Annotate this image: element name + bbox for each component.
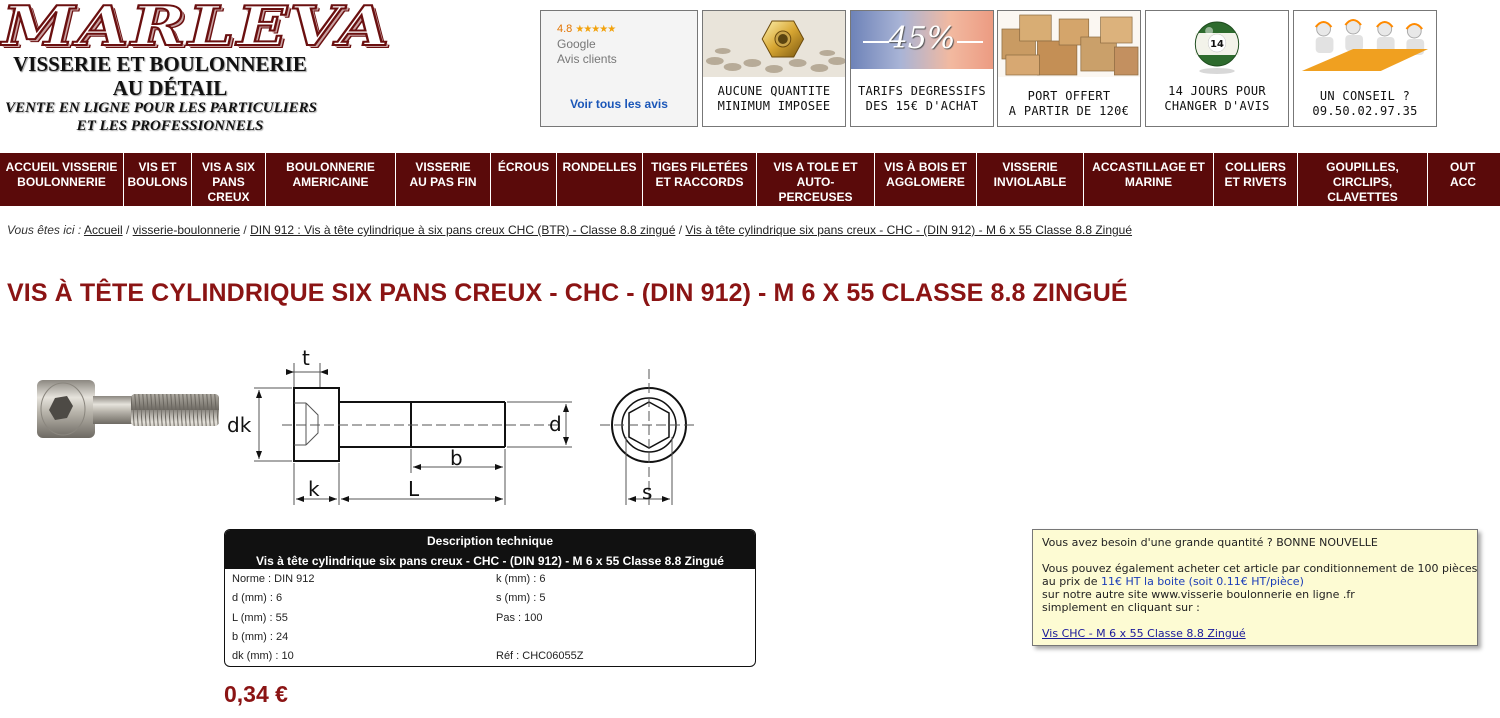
nav-item[interactable] <box>0 153 124 206</box>
promo-text: 14 JOURS POUR CHANGER D'AVIS <box>1164 84 1270 113</box>
tech-spec: dk (mm) : 10 <box>232 650 294 662</box>
dim-label-b: b <box>450 446 463 470</box>
breadcrumb-category[interactable]: visserie-boulonnerie <box>132 223 241 237</box>
bulk-product-link[interactable]: Vis CHC - M 6 x 55 Classe 8.8 Zingué <box>1042 627 1246 640</box>
nav-item[interactable] <box>977 153 1084 206</box>
nav-item-label: AMERICAINE <box>292 175 369 189</box>
nav-item[interactable] <box>396 153 491 206</box>
google-reviews-badge[interactable] <box>540 10 698 127</box>
nav-item-label: GOUPILLES, <box>1326 160 1399 174</box>
nav-item[interactable] <box>557 153 643 206</box>
promo-no-minimum[interactable] <box>702 10 846 127</box>
note-line: Vous pouvez également acheter cet article par conditionnement de 100 pièces <box>1042 562 1478 575</box>
nav-item-label: ÉCROUS <box>497 160 550 174</box>
tech-heading: Description technique <box>426 534 554 548</box>
promo-text: UN CONSEIL ? 09.50.02.97.35 <box>1312 89 1418 118</box>
note-line: simplement en cliquant sur : <box>1042 601 1200 614</box>
bulk-price: 11€ HT la boite (soit 0.11€ HT/pièce) <box>1101 575 1304 588</box>
nav-item-label: VIS ET <box>138 160 177 174</box>
dim-label-L: L <box>408 477 420 501</box>
promo-degressive-prices[interactable] <box>850 10 994 127</box>
nav-item-label: CIRCLIPS, <box>1332 175 1393 189</box>
nav-item-label: CREUX <box>207 190 250 204</box>
discount-banner <box>851 11 993 69</box>
nav-item-label: COLLIERS <box>1225 160 1286 174</box>
nav-item-label: VIS A TOLE ET <box>773 160 858 174</box>
nav-item[interactable] <box>1428 153 1500 206</box>
nav-item-label: VIS À BOIS ET <box>884 160 967 174</box>
breadcrumb-home[interactable]: Accueil <box>83 223 123 237</box>
breadcrumb: Vous êtes ici : Accueil / visserie-boulonnerie / DIN 912 : Vis à tête cylindrique à six pans creux CHC (BTR) - Classe 8.8 zingué / Vis à tête cylindrique six pans creux - CHC - (DIN 912) - M 6 x 55 Classe 8.8 Zingué <box>7 223 1133 237</box>
logo-subtagline: ET LES PROFESSIONNELS <box>76 118 264 134</box>
logo-tagline: AU DÉTAIL <box>112 76 228 100</box>
nav-item[interactable] <box>1298 153 1428 206</box>
tech-spec: Norme : DIN 912 <box>232 573 315 585</box>
review-rating: 4.8 ★★★★★ <box>557 23 616 35</box>
nav-item-label: BOULONNERIE <box>286 160 375 174</box>
logo-subtagline: VENTE EN LIGNE POUR LES PARTICULIERS <box>5 100 317 116</box>
nav-item-label: ACCUEIL VISSERIE <box>5 160 118 174</box>
tech-spec: L (mm) : 55 <box>232 612 288 624</box>
nav-item-label: RONDELLES <box>562 160 637 174</box>
nav-item-label: VISSERIE <box>1002 160 1058 174</box>
dim-label-t: t <box>302 346 310 370</box>
nav-item[interactable] <box>192 153 266 206</box>
nav-item-label: OUT <box>1450 160 1476 174</box>
tech-table-header <box>225 530 755 569</box>
nav-item-label: CLAVETTES <box>1327 190 1398 204</box>
star-rating-icon: ★★★★★ <box>575 24 616 35</box>
note-line: Vous avez besoin d'une grande quantité ? BONNE NOUVELLE <box>1042 536 1378 549</box>
logo-tagline: VISSERIE ET BOULONNERIE <box>13 52 307 76</box>
dim-label-k: k <box>308 477 320 501</box>
nav-item[interactable] <box>757 153 875 206</box>
tech-subheading: Vis à tête cylindrique six pans creux - CHC - (DIN 912) - M 6 x 55 Classe 8.8 Zingué <box>256 554 724 568</box>
nav-item-label: AGGLOMERE <box>886 175 965 189</box>
nav-item-label: TIGES FILETÉES <box>651 160 748 174</box>
google-label: Google <box>557 37 596 51</box>
nav-item-label: ET RIVETS <box>1224 175 1287 189</box>
promo-text: PORT OFFERT A PARTIR DE 120€ <box>1008 89 1130 118</box>
nav-item[interactable] <box>1214 153 1298 206</box>
nav-item-label: VISSERIE <box>415 160 471 174</box>
breadcrumb-subcategory[interactable]: DIN 912 : Vis à tête cylindrique à six pans creux CHC (BTR) - Classe 8.8 zingué <box>250 223 676 237</box>
billiard-ball-icon <box>1146 11 1288 77</box>
product-photo <box>33 370 225 450</box>
promo-free-shipping[interactable] <box>997 10 1141 127</box>
note-line: au prix de 11€ HT la boite (soit 0.11€ HT/pièce) <box>1042 575 1304 588</box>
tech-spec: Réf : CHC06055Z <box>496 650 584 662</box>
nav-item-label: PERCEUSES <box>778 190 853 204</box>
nav-item-label: ACCASTILLAGE ET <box>1092 160 1205 174</box>
bulk-offer-note <box>1032 529 1478 646</box>
support-team-icon <box>1294 11 1436 77</box>
nav-item[interactable] <box>875 153 977 206</box>
promo-text: AUCUNE QUANTITE MINIMUM IMPOSEE <box>717 84 831 113</box>
product-title: VIS À TÊTE CYLINDRIQUE SIX PANS CREUX - CHC - (DIN 912) - M 6 X 55 CLASSE 8.8 ZINGUÉ <box>7 279 1128 307</box>
nav-item-label: ET RACCORDS <box>655 175 744 189</box>
see-all-reviews-link[interactable]: Voir tous les avis <box>570 97 668 111</box>
nav-item-label: BOULONNERIE <box>17 175 106 189</box>
nav-item[interactable] <box>266 153 396 206</box>
breadcrumb-current[interactable]: Vis à tête cylindrique six pans creux - CHC - (DIN 912) - M 6 x 55 Classe 8.8 Zingué <box>685 223 1133 237</box>
tech-spec: d (mm) : 6 <box>232 592 283 604</box>
nav-item-label: INVIOLABLE <box>993 175 1067 189</box>
dim-label-s: s <box>642 480 653 504</box>
promo-text: TARIFS DEGRESSIFS DES 15€ D'ACHAT <box>858 84 986 113</box>
site-logo[interactable] <box>0 0 392 150</box>
nav-item-label: ACC <box>1450 175 1476 189</box>
nav-item-label: AUTO- <box>796 175 835 189</box>
note-line: sur notre autre site www.visserie boulonnerie en ligne .fr <box>1042 588 1355 601</box>
tech-spec: s (mm) : 5 <box>496 592 546 604</box>
discount-percent: 45% <box>888 21 956 56</box>
product-price: 0,34 € <box>224 681 288 707</box>
nav-item-label: PANS <box>212 175 245 189</box>
nav-item[interactable] <box>1084 153 1214 206</box>
tech-spec: Pas : 100 <box>496 612 543 624</box>
technical-drawing <box>222 345 712 507</box>
nav-item-label: MARINE <box>1124 175 1173 189</box>
ball-number: 14 <box>1210 38 1224 51</box>
tech-spec: b (mm) : 24 <box>232 631 289 643</box>
nav-item[interactable] <box>124 153 192 206</box>
boxes-icon <box>998 11 1140 77</box>
main-nav <box>0 153 1500 206</box>
nav-item-label: AU PAS FIN <box>409 175 477 189</box>
nav-item-label: VIS A SIX <box>201 160 256 174</box>
tech-spec: k (mm) : 6 <box>496 573 546 585</box>
technical-description-table <box>224 529 756 667</box>
nuts-pile-icon <box>703 11 845 77</box>
reviews-subtitle: Avis clients <box>557 52 617 66</box>
nav-item-label: BOULONS <box>127 175 188 189</box>
dim-label-d: d <box>549 412 562 436</box>
logo-wordmark: MARLEVA <box>2 0 392 58</box>
promo-advice-phone[interactable] <box>1293 10 1437 127</box>
dim-label-dk: dk <box>227 413 252 437</box>
promo-14-days-return[interactable] <box>1145 10 1289 127</box>
breadcrumb-label: Vous êtes ici : <box>7 223 82 237</box>
nav-item[interactable] <box>491 153 557 206</box>
nav-item[interactable] <box>643 153 757 206</box>
